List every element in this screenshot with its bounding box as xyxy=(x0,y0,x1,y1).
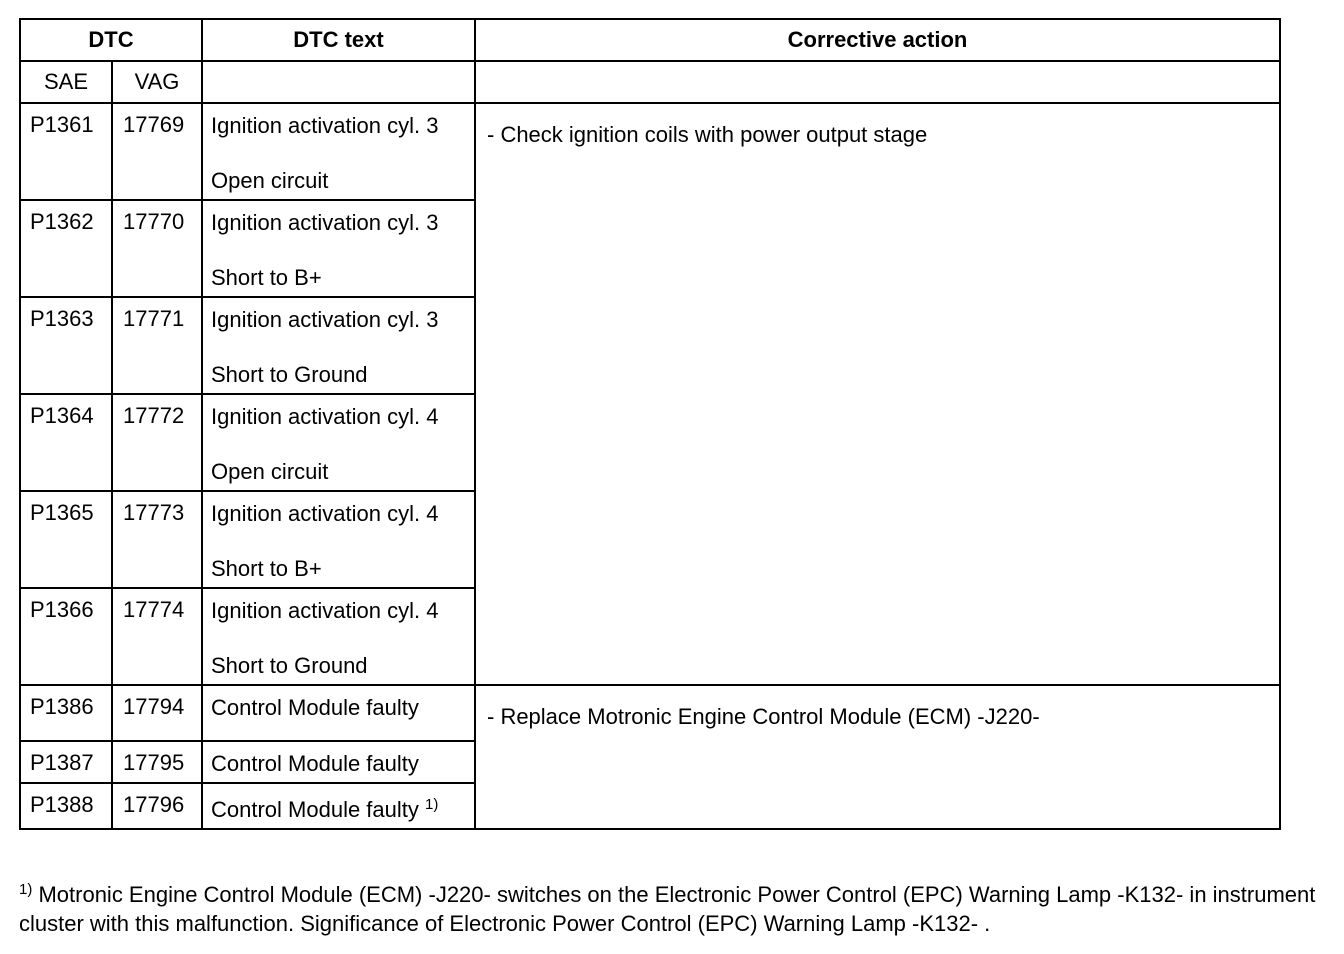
header-vag: VAG xyxy=(112,61,202,103)
header-blank-action xyxy=(475,61,1280,103)
dtc-text: Ignition activation cyl. 4 Short to B+ xyxy=(202,491,475,588)
vag-code: 17774 xyxy=(112,588,202,685)
corrective-action-ecm: - Replace Motronic Engine Control Module (ECM) -J220- xyxy=(475,685,1280,829)
dtc-text: Ignition activation cyl. 4 Short to Ground xyxy=(202,588,475,685)
sae-code: P1366 xyxy=(20,588,112,685)
sae-code: P1361 xyxy=(20,103,112,200)
dtc-text: Ignition activation cyl. 4 Open circuit xyxy=(202,394,475,491)
sae-code: P1364 xyxy=(20,394,112,491)
sae-code: P1387 xyxy=(20,741,112,783)
header-dtc-text: DTC text xyxy=(202,19,475,61)
header-row xyxy=(20,19,1280,61)
sae-code: P1365 xyxy=(20,491,112,588)
vag-code: 17771 xyxy=(112,297,202,394)
table-row xyxy=(20,103,1280,200)
vag-code: 17795 xyxy=(112,741,202,783)
dtc-text: Ignition activation cyl. 3 Short to B+ xyxy=(202,200,475,297)
header-blank-text xyxy=(202,61,475,103)
dtc-text: Control Module faulty xyxy=(202,741,475,783)
vag-code: 17769 xyxy=(112,103,202,200)
header-sae: SAE xyxy=(20,61,112,103)
footnote xyxy=(19,880,1329,938)
dtc-text: Ignition activation cyl. 3 Open circuit xyxy=(202,103,475,200)
vag-code: 17772 xyxy=(112,394,202,491)
footnote-marker: 1) xyxy=(19,881,33,898)
vag-code: 17794 xyxy=(112,685,202,741)
sae-code: P1386 xyxy=(20,685,112,741)
dtc-table xyxy=(19,18,1281,830)
vag-code: 17770 xyxy=(112,200,202,297)
dtc-text: Control Module faulty xyxy=(202,685,475,741)
sae-code: P1363 xyxy=(20,297,112,394)
vag-code: 17773 xyxy=(112,491,202,588)
header-corrective-action: Corrective action xyxy=(475,19,1280,61)
table-row xyxy=(20,685,1280,741)
sae-code: P1388 xyxy=(20,783,112,829)
footnote-ref: 1) xyxy=(425,796,439,813)
dtc-text: Control Module faulty $^{1)}$ xyxy=(202,783,475,829)
vag-code: 17796 xyxy=(112,783,202,829)
dtc-text: Ignition activation cyl. 3 Short to Ground xyxy=(202,297,475,394)
subheader-row xyxy=(20,61,1280,103)
footnote-text: Motronic Engine Control Module (ECM) -J220- switches on the Electronic Power Control (EPC) Warning Lamp -K132- in instrument cluster with this malfunction. Significance of Electronic Power Control (EPC) Warning Lamp -K132- . xyxy=(19,882,1316,936)
sae-code: P1362 xyxy=(20,200,112,297)
corrective-action-ignition: - Check ignition coils with power output stage xyxy=(475,103,1280,685)
header-dtc: DTC xyxy=(20,19,202,61)
